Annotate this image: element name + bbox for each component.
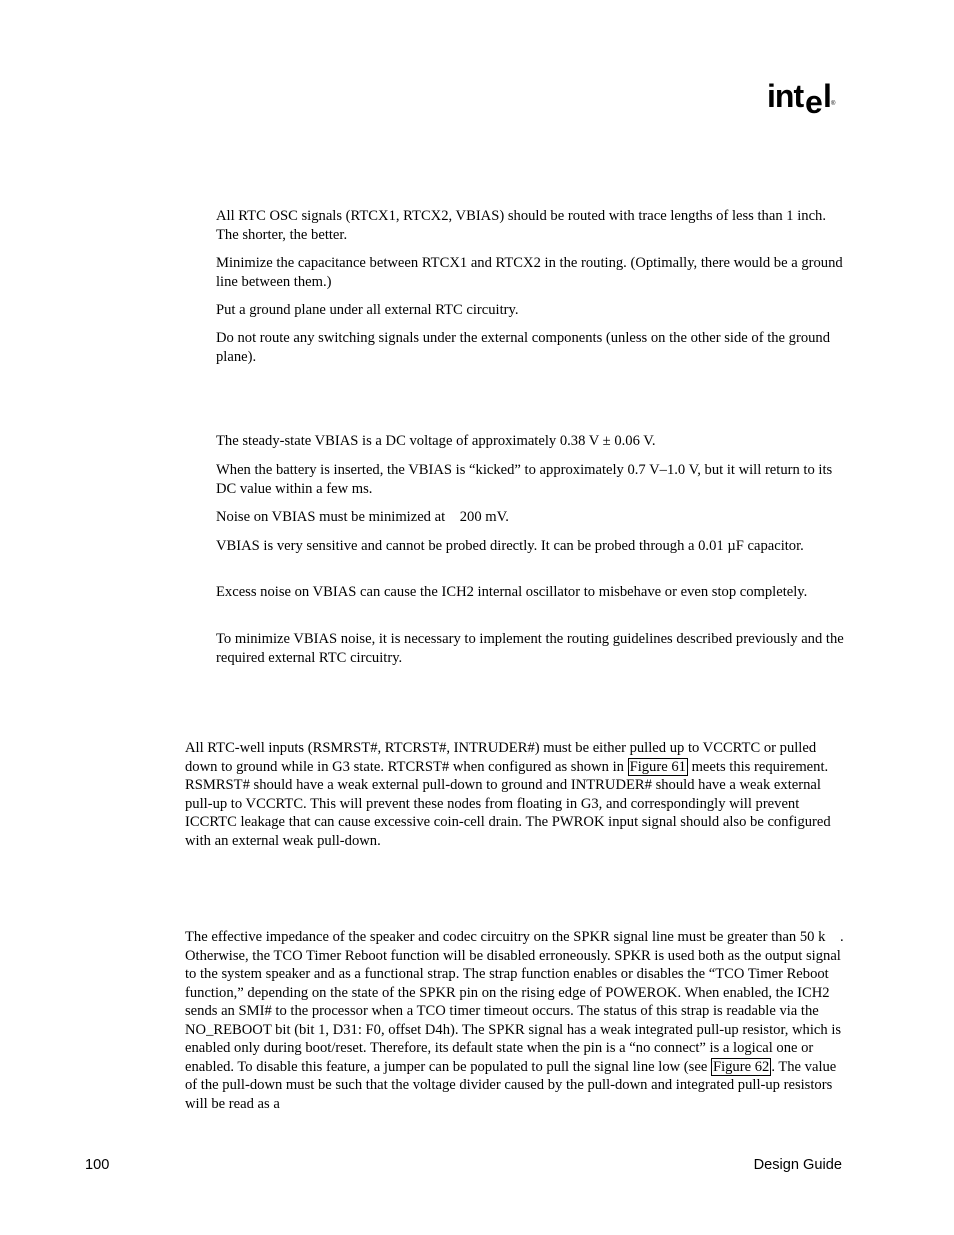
spkr-text-end: . The value of the pull-down must be such that the voltage divider caused by the pull-down and integrated pull-up resistors will be read as a	[185, 1058, 840, 1112]
rtc-well-text-end: meets this requirement. RSMRST# should have a weak external pull-down to ground and INTRUDER# should have a weak external pull-up to VCCRTC. This will prevent these nodes from floating in G3, and correspondingly will prevent ICCRTC leakage that can cause excessive coin-cell drain. The PWROK input signal should also be configured with an external weak pull-down.	[185, 758, 831, 849]
svg-text:e: e	[805, 84, 823, 116]
rtc-well-text-start: All RTC-well inputs (RSMRST#, RTCRST#, INTRUDER#) must be either pulled up to VCCRTC or pulled down to ground while in G3 state. RTCRST# when configured as shown in	[185, 740, 817, 775]
spkr-text-start: The effective impedance of the speaker and codec circuitry on the SPKR signal line must be greater than 50 k . Otherwise, the TCO Timer Reboot function will be disabled erroneously. SPKR is used both as the output signal to the system speaker and as a functional strap. The strap function enables or disables the “TCO Timer Reboot function,” depending on the state of the SPKR pin on the rising edge of POWEROK. When enabled, the ICH2 sends an SMI# to the processor when a TCO timer timeout occurs. The status of this strap is readable via the NO_REBOOT bit (bit 1, D31: F0, offset D4h). The SPKR signal has a weak integrated pull-up resistor, which is enabled only during boot/reset. Therefore, its default state when the pin is a “no connect” is a logical one or enabled. To disable this feature, a jumper can be populated to pull the signal line low (see	[185, 929, 848, 1075]
vbias-note-2: When the battery is inserted, the VBIAS is “kicked” to approximately 0.7 V–1.0 V, but it will return to its DC value within a few ms.	[216, 462, 833, 497]
vbias-note-6: To minimize VBIAS noise, it is necessary to implement the routing guidelines described previously and the required external RTC circuitry.	[216, 631, 844, 666]
document-title: Design Guide	[753, 1157, 842, 1173]
rtc-routing-item-1: All RTC OSC signals (RTCX1, RTCX2, VBIAS) should be routed with trace lengths of less than 1 inch. The shorter, the better.	[216, 208, 827, 243]
vbias-note-3: Noise on VBIAS must be minimized at 200 mV.	[216, 509, 509, 525]
page-number: 100	[85, 1157, 110, 1173]
rtc-well-paragraph	[185, 739, 845, 850]
svg-text:l: l	[823, 78, 832, 114]
intel-logo-mark	[767, 78, 837, 116]
figure-61-link[interactable]: Figure 61	[629, 758, 686, 775]
spkr-paragraph	[185, 928, 848, 1113]
vbias-note-4: VBIAS is very sensitive and cannot be probed directly. It can be probed through a 0.01 µF capacitor.	[216, 538, 804, 554]
rtc-routing-item-3: Put a ground plane under all external RTC circuitry.	[216, 302, 519, 318]
intel-logo	[767, 78, 837, 116]
rtc-routing-item-4: Do not route any switching signals under the external components (unless on the other side of the ground plane).	[216, 330, 831, 365]
svg-text:int: int	[767, 78, 804, 114]
rtc-routing-item-2: Minimize the capacitance between RTCX1 and RTCX2 in the routing. (Optimally, there would be a ground line between them.)	[216, 255, 843, 290]
vbias-note-1: The steady-state VBIAS is a DC voltage of approximately 0.38 V ± 0.06 V.	[216, 433, 656, 449]
vbias-note-5: Excess noise on VBIAS can cause the ICH2 internal oscillator to misbehave or even stop completely.	[216, 584, 808, 600]
svg-text:®: ®	[831, 101, 836, 107]
figure-62-link[interactable]: Figure 62	[712, 1058, 770, 1075]
